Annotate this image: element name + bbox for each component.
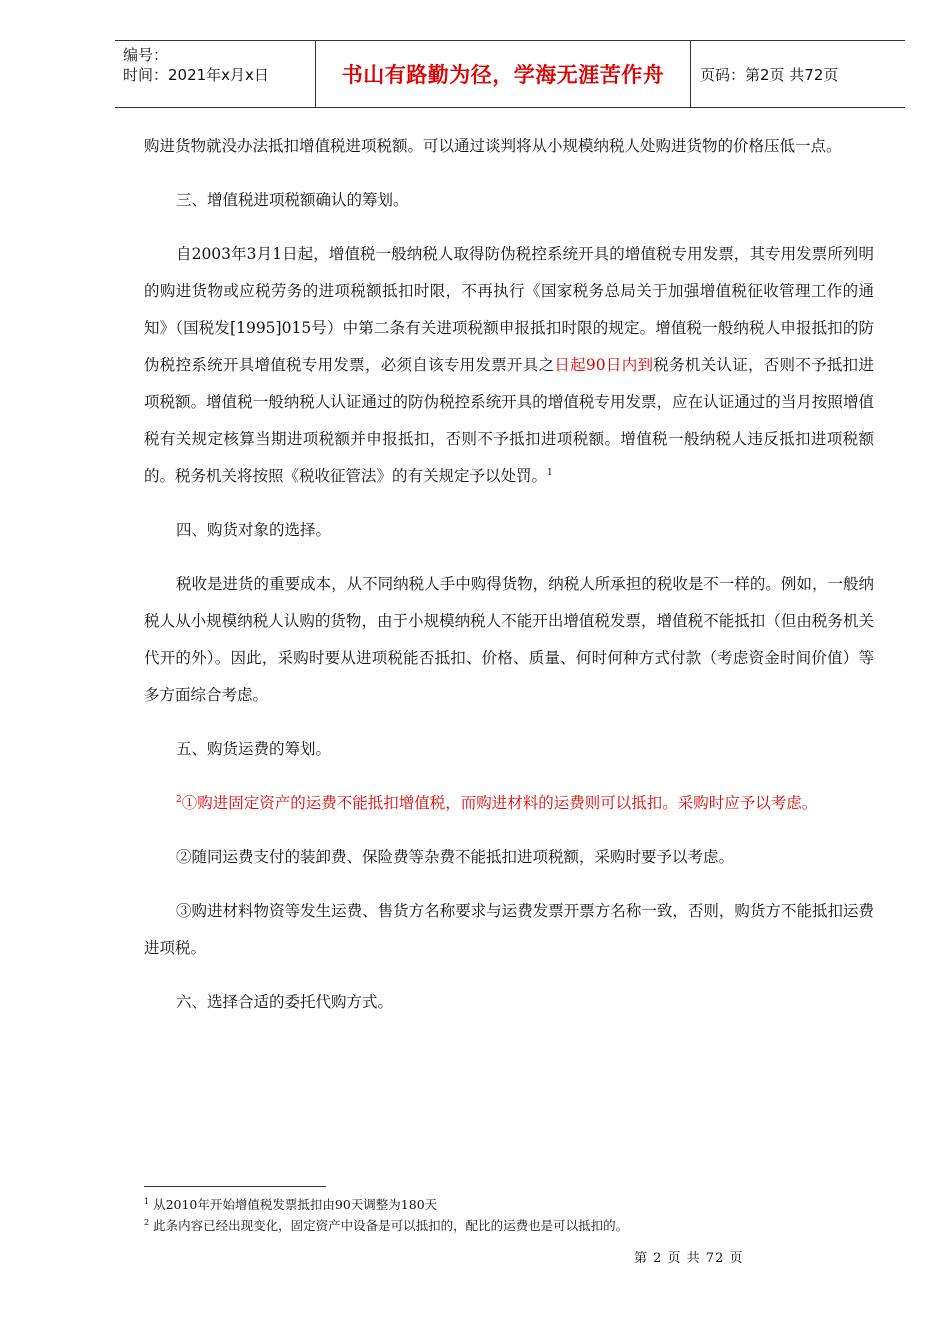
paragraph-invoice-deadline xyxy=(144,236,874,495)
footnote-item xyxy=(144,1193,628,1214)
paragraph-continued: 购进货物就没办法抵扣增值税进项税额。可以通过谈判将从小规模纳税人处购进货物的价格压低一点。 xyxy=(144,137,842,155)
paragraph-freight-1 xyxy=(144,785,874,822)
footnote-mark: 2 xyxy=(144,1218,150,1228)
page-number-footer: 第 2 页 共 72 页 xyxy=(634,1251,744,1266)
footnote-ref-1[interactable]: 1 xyxy=(547,467,553,478)
footnote-separator xyxy=(144,1186,326,1187)
header-slogan: 书山有路勤为径，学海无涯苦作舟 xyxy=(315,41,691,107)
footnote-text: 此条内容已经出现变化，固定资产中设备是可以抵扣的，配比的运费也是可以抵扣的。 xyxy=(153,1218,629,1234)
document-number-label: 编号： xyxy=(123,46,169,64)
section-heading-4: 四、购货对象的选择。 xyxy=(176,521,332,539)
paragraph-supplier-choice: 税收是进货的重要成本，从不同纳税人手中购得货物，纳税人所承担的税收是不一样的。例如，一般纳税人从小规模纳税人认购的货物，由于小规模纳税人不能开出增值税发票，增值税不能抵扣（但由税务机关代开的外）。因此，采购时要从进项税能否抵扣、价格、质量、何时何种方式付款（考虑资金时间价值）等多方面综合考虑。 xyxy=(144,575,874,704)
section-heading-5: 五、购货运费的筹划。 xyxy=(176,740,332,758)
paragraph-text: ①购进固定资产的运费不能抵扣增值税，而购进材料的运费则可以抵扣。采购时应予以考虑。 xyxy=(181,794,818,812)
highlight-90-days: 日起90日内到 xyxy=(554,356,654,374)
paragraph-freight-2: ②随同运费支付的装卸费、保险费等杂费不能抵扣进项税额，采购时要予以考虑。 xyxy=(176,848,735,866)
header-meta xyxy=(115,41,315,107)
footnote-mark: 1 xyxy=(144,1197,150,1206)
section-heading-3: 三、增值税进项税额确认的筹划。 xyxy=(176,191,409,209)
section-heading-6: 六、选择合适的委托代购方式。 xyxy=(176,993,394,1011)
header-page-label: 页码：第2页 共72页 xyxy=(700,65,839,84)
page-header xyxy=(115,40,905,108)
paragraph-freight-3: ③购进材料物资等发生运费、售货方名称要求与运费发票开票方名称一致，否则，购货方不能抵扣运费进项税。 xyxy=(144,902,874,957)
footnote-item xyxy=(144,1214,628,1235)
paragraph-text: 税务机关认证，否则不予抵扣进项税额。增值税一般纳税人认证通过的防伪税控系统开具的增值税专用发票，应在认证通过的当月按照增值税有关规定核算当期进项税额并申报抵扣，否则不予抵扣进项税额。增值税一般纳税人违反抵扣进项税额的。税务机关将按照《税收征管法》的有关规定予以处罚。 xyxy=(144,356,874,485)
document-time-label: 时间：2021年x月x日 xyxy=(123,66,269,84)
footnotes xyxy=(144,1193,628,1235)
paragraph-text: 自2003年3月1日起，增值税一般纳税人取得防伪税控系统开具的增值税专用发票，其专用发票所列明的购进货物或应税劳务的进项税额抵扣时限，不再执行《国家税务总局关于加强增值税征收管理工作的通知》（国税发[1995]015号）中第二条有关进项税额申报抵扣时限的规定。增值税一般纳税人申报抵扣的防伪税控系统开具增值税专用发票，必须自该专用发票开具之 xyxy=(144,245,874,374)
footnote-text: 从2010年开始增值税发票抵扣由90天调整为180天 xyxy=(153,1197,438,1213)
footnote-ref-2[interactable]: 2 xyxy=(176,794,182,805)
document-body xyxy=(144,128,874,1021)
